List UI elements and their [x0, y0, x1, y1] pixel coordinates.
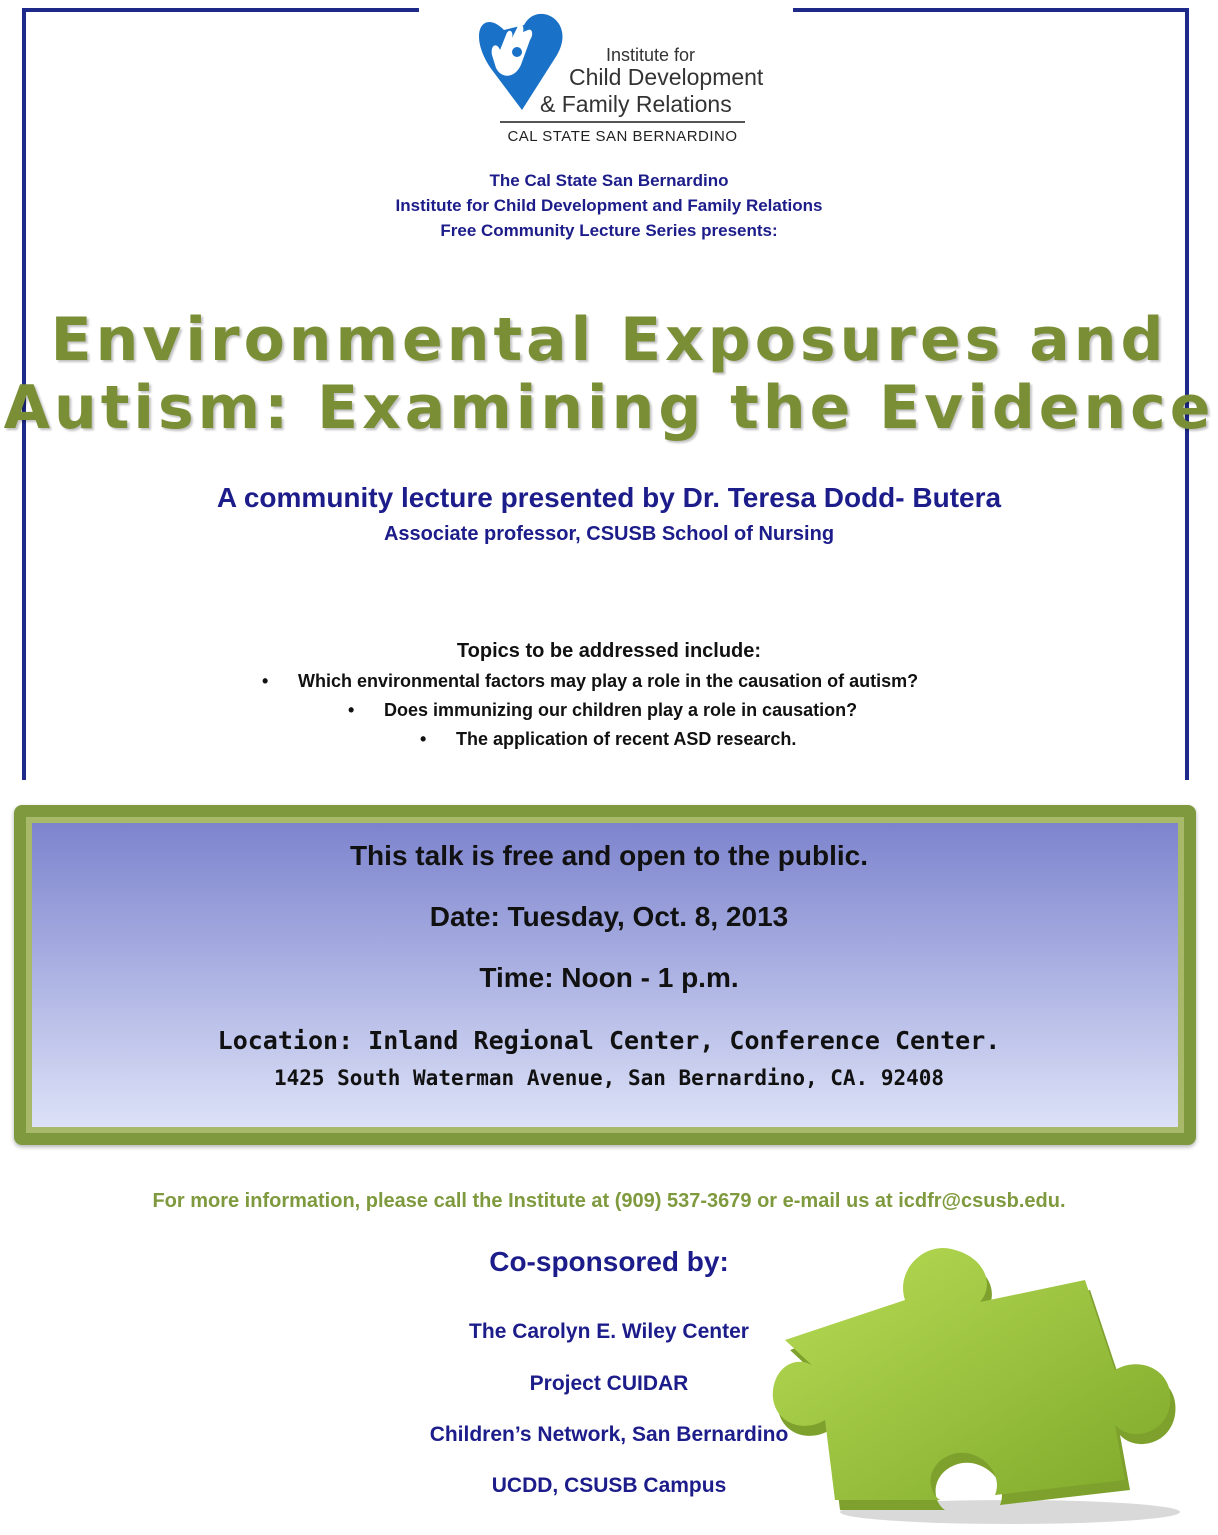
free-statement: This talk is free and open to the public.: [349, 840, 869, 871]
intro-line-2: Institute for Child Development and Family Relations: [395, 196, 823, 215]
title-line-1: Environmental Exposures and: [50, 305, 1168, 375]
cosponsored-heading: Co-sponsored by:: [489, 1246, 729, 1277]
sponsor-item: UCDD, CSUSB Campus: [491, 1474, 727, 1497]
logo-line-1: Institute for: [606, 45, 696, 65]
logo-line-3: & Family Relations: [540, 91, 732, 117]
bullet-icon: •: [262, 671, 269, 691]
topics-heading: Topics to be addressed include:: [456, 640, 762, 662]
topic-item: Which environmental factors may play a role in the causation of autism?: [298, 671, 919, 691]
sponsor-item: Project CUIDAR: [529, 1372, 689, 1395]
topic-item: Does immunizing our children play a role in causation?: [384, 700, 858, 720]
logo-university: CAL STATE SAN BERNARDINO: [507, 128, 738, 145]
sponsor-item: Children’s Network, San Bernardino: [429, 1423, 789, 1446]
contact-info: For more information, please call the Institute at (909) 537-3679 or e-mail us at icdfr@csusb.edu.: [152, 1190, 1066, 1212]
bullet-icon: •: [348, 700, 355, 720]
bullet-icon: •: [420, 729, 427, 749]
title-line-2: Autism: Examining the Evidence: [3, 373, 1215, 443]
page-title: [0, 306, 1218, 442]
topic-item: The application of recent ASD research.: [456, 729, 797, 749]
event-time: Time: Noon - 1 p.m.: [479, 962, 739, 993]
sponsor-item: The Carolyn E. Wiley Center: [469, 1320, 749, 1343]
intro-line-1: The Cal State San Bernardino: [489, 171, 729, 190]
frame-top-left: [22, 8, 419, 12]
affiliation: Associate professor, CSUSB School of Nursing: [383, 523, 835, 545]
logo-line-2: Child Development: [569, 64, 764, 90]
event-address: 1425 South Waterman Avenue, San Bernardino, CA. 92408: [273, 1066, 945, 1090]
presenter: A community lecture presented by Dr. Teresa Dodd- Butera: [216, 482, 1002, 513]
frame-top-right: [793, 8, 1189, 12]
event-date: Date: Tuesday, Oct. 8, 2013: [429, 901, 789, 932]
intro-line-3: Free Community Lecture Series presents:: [440, 221, 778, 240]
intro-block: [0, 168, 1218, 243]
event-location: Location: Inland Regional Center, Conference Center.: [217, 1026, 1001, 1055]
puzzle-piece-icon: [760, 1240, 1200, 1530]
logo-divider: [500, 121, 745, 123]
